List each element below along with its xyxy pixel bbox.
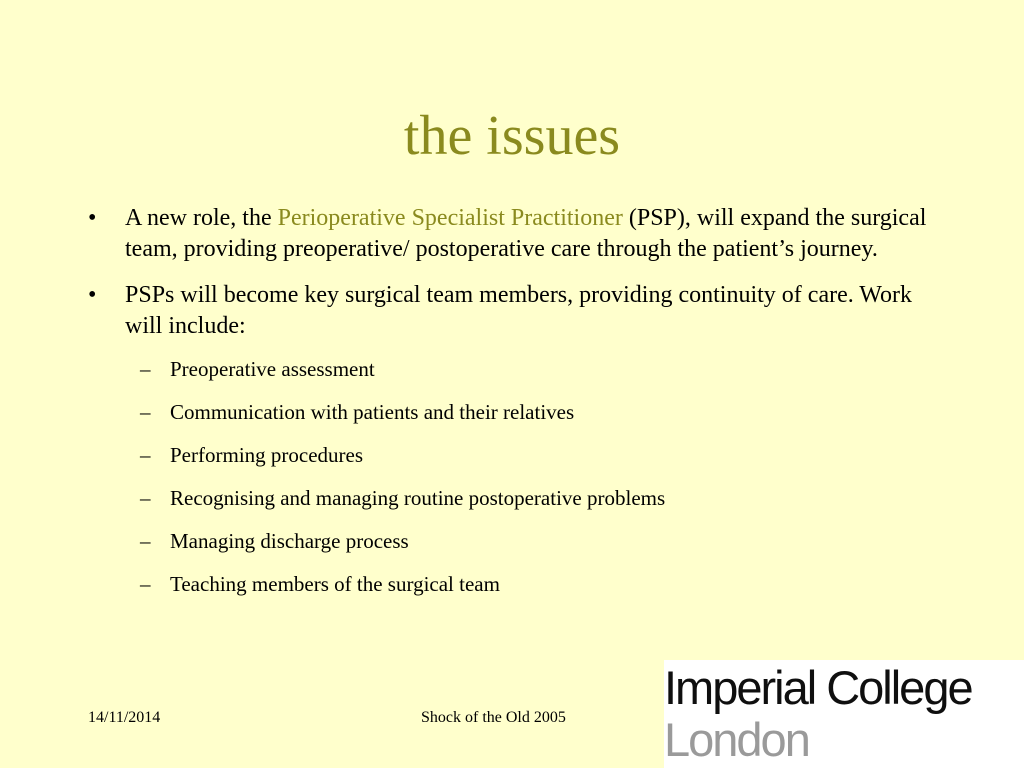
bullet-item <box>88 203 948 265</box>
sub-marker: – <box>140 529 151 553</box>
slide-title: the issues <box>403 105 621 167</box>
bullet-marker: • <box>88 282 97 308</box>
logo-line2: London <box>664 713 809 766</box>
sub-item-text: Recognising and managing routine postoperative problems <box>170 486 666 510</box>
institution-logo <box>664 660 1024 768</box>
sub-marker: – <box>140 486 151 510</box>
bullet-marker: • <box>88 205 97 231</box>
sub-item <box>88 486 948 511</box>
bullet-text: PSPs will become key surgical team members, providing continuity of care. Work will include: <box>125 282 913 339</box>
sub-marker: – <box>140 443 151 467</box>
sub-item-text: Managing discharge process <box>170 529 409 553</box>
bullet-text-start: A new role, the <box>125 205 278 231</box>
sub-item-text: Preoperative assessment <box>170 357 375 381</box>
sub-item <box>88 400 948 425</box>
sub-marker: – <box>140 400 151 424</box>
sub-item-text: Communication with patients and their relatives <box>170 400 575 424</box>
sub-item <box>88 572 948 597</box>
sub-item <box>88 357 948 382</box>
sub-item <box>88 443 948 468</box>
sub-marker: – <box>140 357 151 381</box>
sub-item-text: Performing procedures <box>170 443 364 467</box>
sub-item-text: Teaching members of the surgical team <box>170 572 500 596</box>
footer-center-text: Shock of the Old 2005 <box>421 709 566 726</box>
bullet-item <box>88 280 948 342</box>
bullet-highlight: Perioperative Specialist Practitioner <box>277 205 623 231</box>
slide-body <box>88 203 948 615</box>
bullet-text-end: (PSP), will expand the surgical team, providing preoperative/ postoperative care through the patient’s journey. <box>125 205 927 262</box>
sub-marker: – <box>140 572 151 596</box>
logo-line1: Imperial College <box>664 661 972 714</box>
sub-item <box>88 529 948 554</box>
footer-date: 14/11/2014 <box>88 709 161 726</box>
